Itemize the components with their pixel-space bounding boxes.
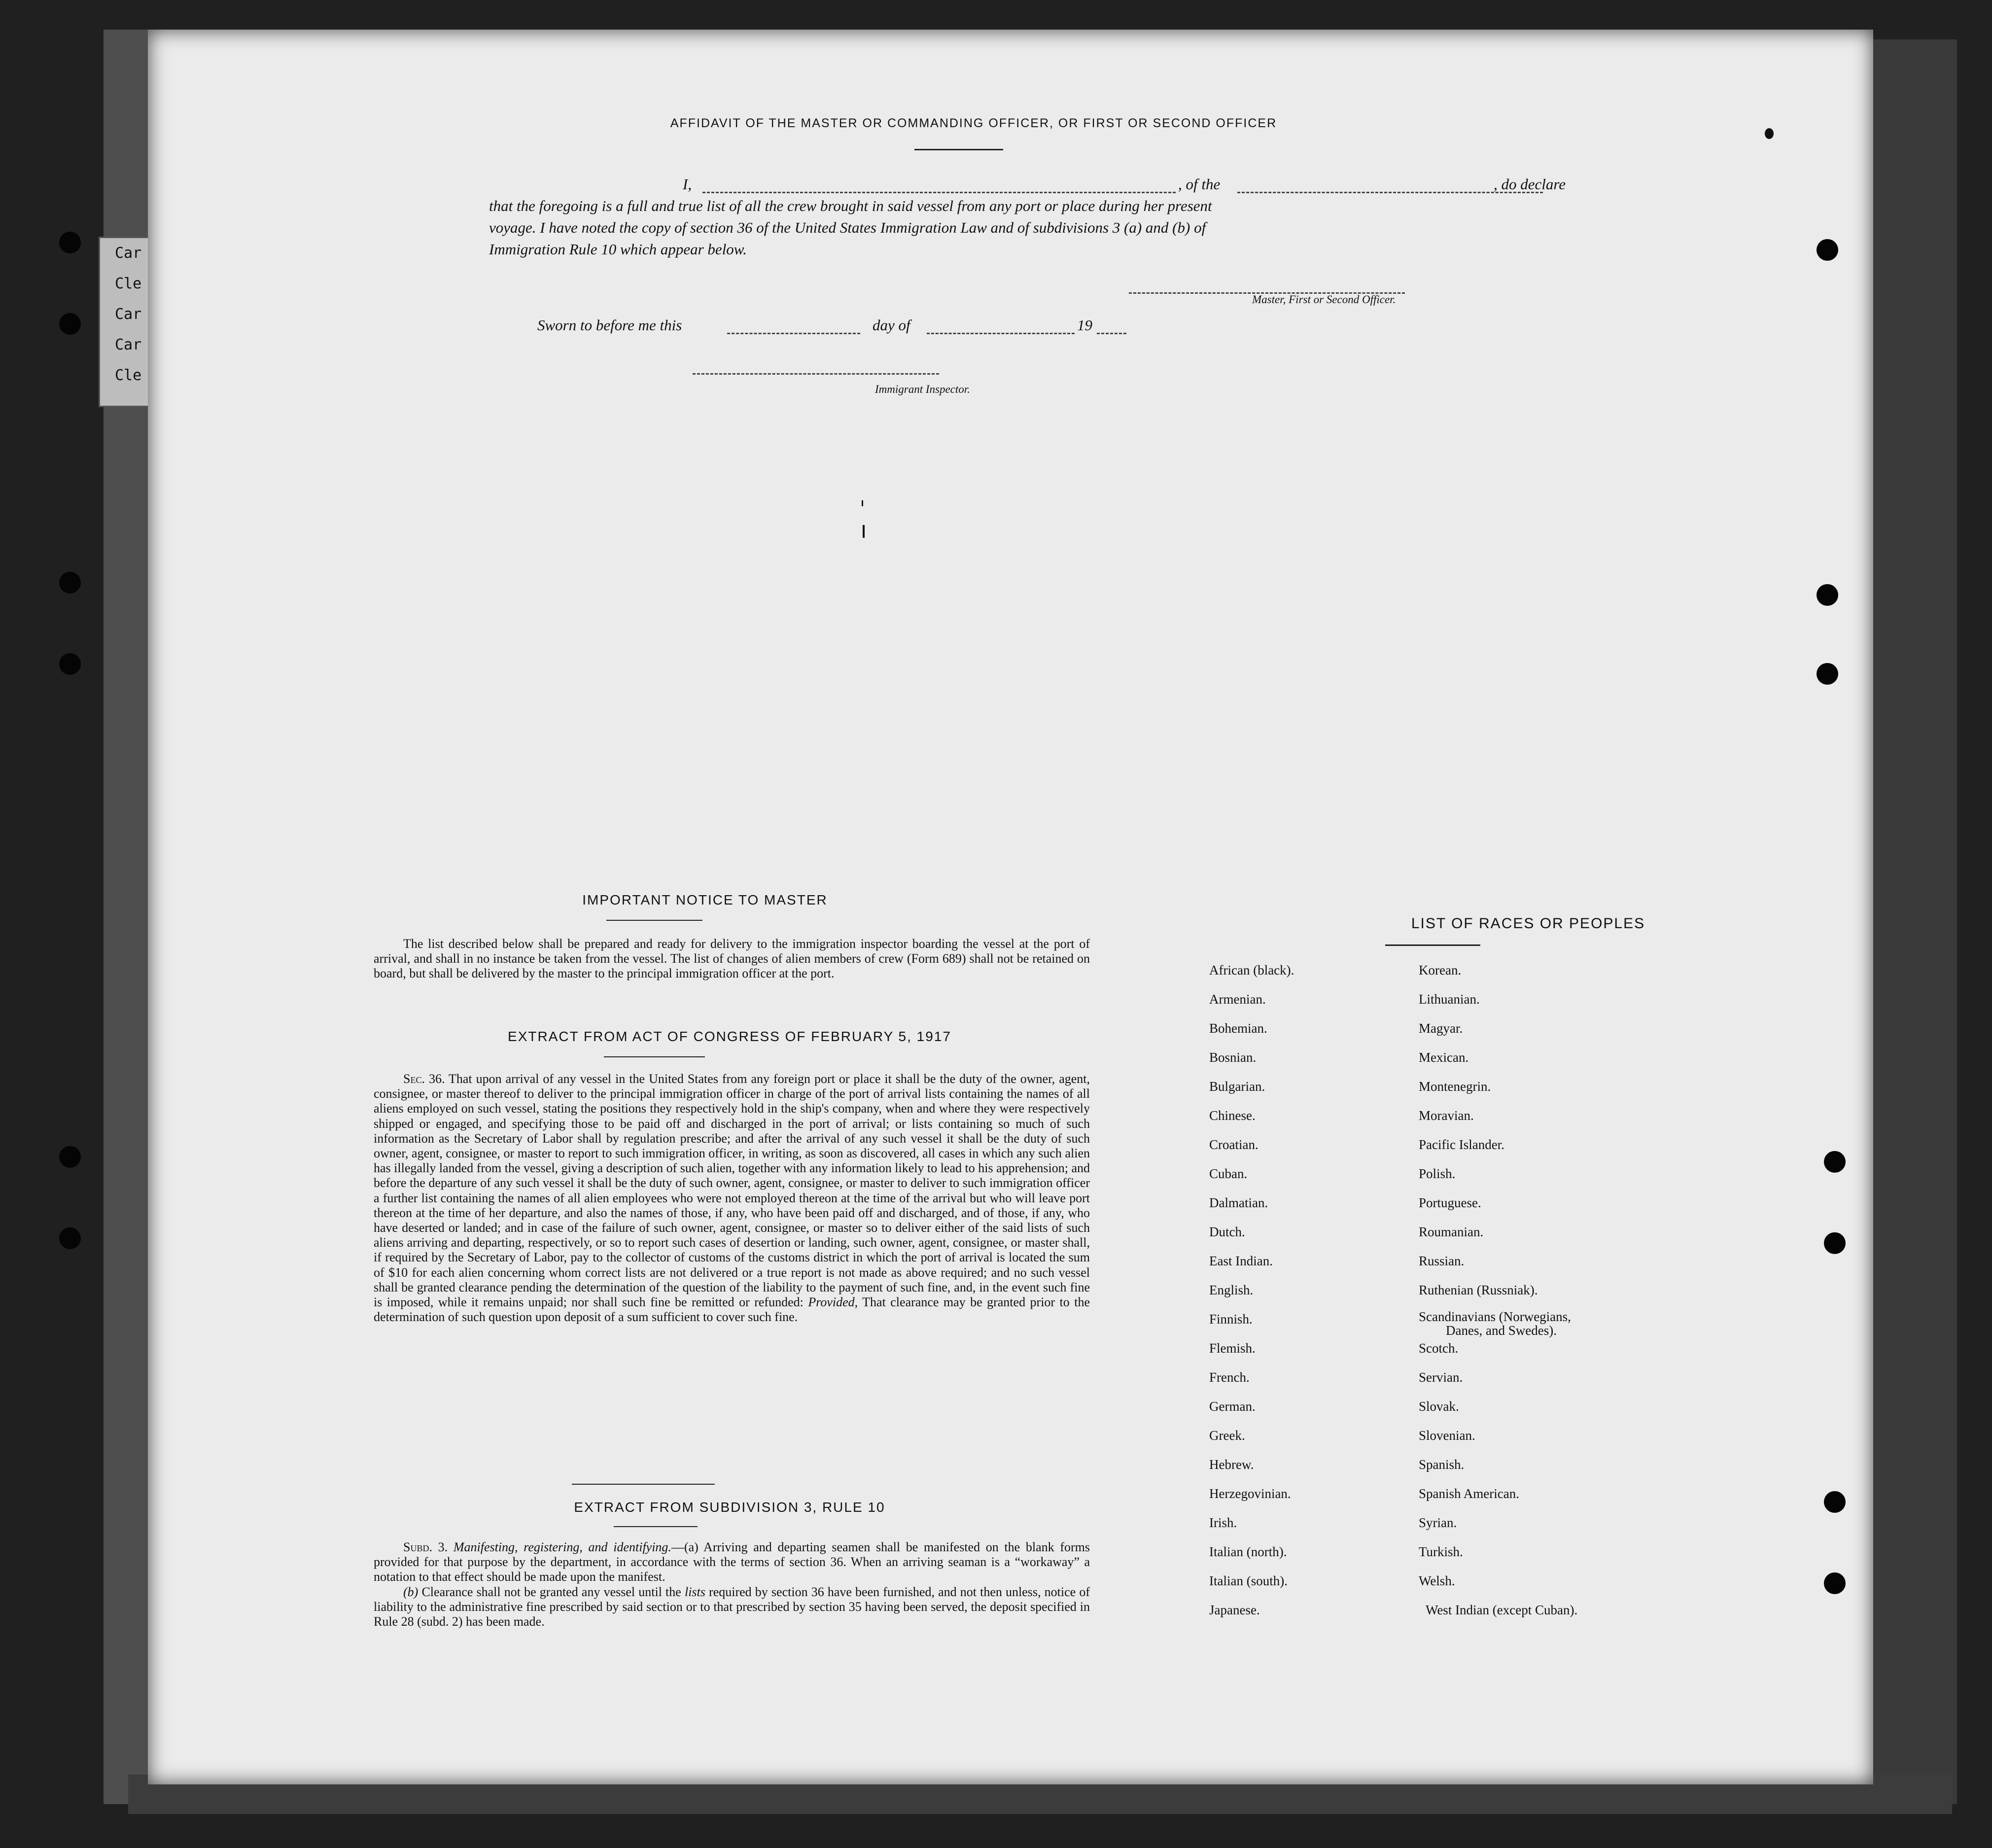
rule10-paragraph-b: [374, 1585, 1090, 1630]
race-item: Turkish.: [1419, 1544, 1463, 1559]
race-item: Dalmatian.: [1209, 1195, 1268, 1210]
declaration-text-2: voyage. I have noted the copy of section 36 of the United States Immigration Law and of subdivisions 3 (a) and (b) of: [489, 219, 1206, 236]
para-a-marker: —(a): [671, 1540, 699, 1554]
subd-heading: Manifesting, registering, and identifying.: [453, 1540, 671, 1554]
race-item: Russian.: [1419, 1254, 1465, 1268]
race-item: Dutch.: [1209, 1224, 1245, 1239]
race-item: Bosnian.: [1209, 1050, 1257, 1065]
para-b-marker: (b): [403, 1584, 419, 1599]
sworn-day-of: day of: [873, 316, 910, 334]
stray-mark: [863, 525, 865, 538]
notice-text: [374, 937, 1090, 981]
race-item: Danes, and Swedes).: [1446, 1323, 1557, 1338]
inspector-signature-field: [693, 373, 939, 375]
notice-paragraph: The list described below shall be prepared and ready for delivery to the immigration inspector boarding the vessel at the port of arrival, and shall in no instance be taken from the vessel. The list of changes of alien members of crew (Form 689) shall not be retained on board, but shall be delivered by the master to the principal immigration officer at the port.: [374, 937, 1090, 981]
notice-title: IMPORTANT NOTICE TO MASTER: [582, 892, 828, 907]
sworn-year-field: [1097, 333, 1126, 334]
binder-hole-icon: [1824, 1232, 1846, 1254]
officer-signature-caption: Master, First or Second Officer.: [1252, 293, 1396, 306]
race-item: Lithuanian.: [1419, 992, 1480, 1007]
tab-card-line: Cle: [115, 367, 142, 384]
race-item: Magyar.: [1419, 1021, 1463, 1036]
declarant-name-field: [702, 192, 1176, 193]
race-item: Cuban.: [1209, 1166, 1248, 1181]
section-text: That upon arrival of any vessel in the United States from any foreign port or place it shall be the duty of the owner, agent, consignee, or master thereof to deliver to the principal immigration officer in charge of the port of arrival lists containing the names of all aliens employed on such vessel, stating the positions they respectively hold in the ship's company, when and where they were respectively shipped or engaged, and specifying those to be paid off and discharged in the port of arrival; or lists containing so much of such information as the Secretary of Labor shall by regulation prescribe; and after the arrival of any such vessel it shall be the duty of such owner, agent, consignee, or master to report to such immigration officer, in writing, as soon as discovered, all cases in which any such alien has illegally landed from the vessel, giving a description of such alien, together with any information likely to lead to his apprehension; and before the departure of any such vessel it shall be the duty of such owner, agent, consignee, or master to deliver to such immigration officer a further list containing the names of all alien employees who were not employed thereon at the time of the arrival but who will leave port thereon at the time of her departure, and also the names of those, if any, who have been paid off and discharged, and of those, if any, who have deserted or landed; and in case of the failure of such owner, agent, consignee, or master so to deliver either of the said lists of such aliens arriving and departing, respectively, or so to report such cases of desertion or landing, such owner, agent, consignee, or master shall, if required by the Secretary of Labor, pay to the collector of customs of the customs district in which the port of arrival is located the sum of $10 for each alien concerning whom correct lists are not delivered or a true report is not made as above required; and no such vessel shall be granted clearance pending the determination of the question of the liability to the payment of such fine, and, in the event such fine is imposed, while it remains unpaid; nor shall such fine be remitted or refunded:: [374, 1072, 1090, 1310]
para-b-text-2: required by section 36 have been furnished, and not then unless, notice of liability to the administrative fine prescribed by said section or to that prescribed by section 35 having been served, the deposit specified in Rule 28 (subd. 2) has been made.: [374, 1584, 1090, 1629]
binder-hole-icon: [1824, 1151, 1846, 1173]
declaration-line: [488, 175, 1597, 195]
race-item: Irish.: [1209, 1515, 1237, 1530]
act-text: [374, 1072, 1090, 1325]
race-item: East Indian.: [1209, 1254, 1273, 1268]
race-item: French.: [1209, 1370, 1250, 1385]
race-item: Scotch.: [1419, 1341, 1459, 1356]
declare-suffix: , do declare: [1494, 175, 1566, 193]
para-b-lists: lists: [684, 1584, 705, 1599]
race-item: Finnish.: [1209, 1312, 1253, 1326]
race-item: Chinese.: [1209, 1108, 1256, 1123]
declarant-prefix: I,: [683, 175, 692, 193]
binder-hole-icon: [59, 1227, 81, 1249]
subd-label: Subd. 3.: [403, 1540, 448, 1554]
rule10-rule: [614, 1526, 698, 1527]
race-item: German.: [1209, 1399, 1256, 1414]
inspector-caption: Immigrant Inspector.: [875, 383, 970, 395]
race-item: Flemish.: [1209, 1341, 1256, 1356]
race-item: Hebrew.: [1209, 1457, 1254, 1472]
rule10-text: [374, 1540, 1090, 1629]
race-item: Bohemian.: [1209, 1021, 1267, 1036]
title-rule: [914, 149, 1003, 150]
sworn-date-field: [727, 333, 860, 334]
sworn-prefix: Sworn to before me this: [537, 316, 682, 334]
notice-rule: [606, 920, 702, 921]
race-item: Italian (north).: [1209, 1544, 1287, 1559]
race-item: Spanish.: [1419, 1457, 1465, 1472]
sworn-month-field: [927, 333, 1075, 334]
declaration-text-1: that the foregoing is a full and true list of all the crew brought in said vessel from any port or place during her present: [489, 197, 1212, 214]
race-item: English.: [1209, 1283, 1254, 1297]
manifest-page: [148, 30, 1873, 1784]
race-item: Scandinavians (Norwegians,: [1419, 1309, 1571, 1324]
race-item: Polish.: [1419, 1166, 1456, 1181]
tab-card-line: Car: [115, 336, 142, 353]
tab-card-line: Cle: [115, 275, 142, 292]
binder-hole-icon: [1817, 239, 1838, 261]
race-item: Spanish American.: [1419, 1486, 1519, 1501]
sworn-line: [537, 316, 1326, 336]
ink-mark: [1765, 128, 1774, 139]
act-end-rule: [572, 1484, 715, 1485]
act-paragraph: [374, 1072, 1090, 1325]
races-rule: [1385, 944, 1480, 946]
race-item: West Indian (except Cuban).: [1426, 1603, 1578, 1617]
para-a-text: Arriving and departing seamen shall be manifested on the blank forms provided for that purpose by the department, in accordance with the terms of section 36. When an arriving seaman is a “workaway” a notation to that effect should be made upon the manifest.: [374, 1540, 1090, 1584]
binder-hole-icon: [59, 232, 81, 253]
binder-hole-icon: [1824, 1572, 1846, 1594]
race-item: Servian.: [1419, 1370, 1463, 1385]
race-item: Syrian.: [1419, 1515, 1457, 1530]
tab-card-line: Car: [115, 306, 142, 323]
binder-hole-icon: [1824, 1491, 1846, 1513]
race-item: Pacific Islander.: [1419, 1137, 1504, 1152]
provided-label: Provided,: [808, 1295, 858, 1310]
race-item: Korean.: [1419, 963, 1462, 977]
section-label: Sec. 36.: [403, 1072, 445, 1086]
race-item: Mexican.: [1419, 1050, 1469, 1065]
para-b-text-1: Clearance shall not be granted any vessel until the: [421, 1584, 681, 1599]
vessel-prefix: , of the: [1178, 175, 1221, 193]
race-item: Welsh.: [1419, 1573, 1455, 1588]
sworn-year: 19: [1077, 316, 1092, 334]
race-item: Bulgarian.: [1209, 1079, 1265, 1094]
rule10-paragraph-a: [374, 1540, 1090, 1585]
stray-mark: [862, 500, 863, 506]
act-title: EXTRACT FROM ACT OF CONGRESS OF FEBRUARY 5, 1917: [508, 1029, 951, 1044]
tab-card-line: Car: [115, 244, 142, 262]
race-item: Roumanian.: [1419, 1224, 1484, 1239]
race-item: Italian (south).: [1209, 1573, 1288, 1588]
affidavit-title: AFFIDAVIT OF THE MASTER OR COMMANDING OFFICER, OR FIRST OR SECOND OFFICER: [670, 116, 1277, 130]
declaration-text-3: Immigration Rule 10 which appear below.: [489, 241, 747, 258]
race-item: Armenian.: [1209, 992, 1266, 1007]
act-rule: [604, 1056, 705, 1057]
binder-hole-icon: [59, 572, 81, 593]
race-item: Ruthenian (Russniak).: [1419, 1283, 1538, 1297]
races-title: LIST OF RACES OR PEOPLES: [1411, 915, 1645, 932]
race-item: African (black).: [1209, 963, 1294, 977]
provided-text: That clearance may be granted prior to the determination of such question upon deposit of a sum sufficient to cover such fine.: [374, 1295, 1090, 1325]
race-item: Slovak.: [1419, 1399, 1459, 1414]
race-item: Montenegrin.: [1419, 1079, 1491, 1094]
binder-hole-icon: [59, 1146, 81, 1168]
race-item: Croatian.: [1209, 1137, 1258, 1152]
binder-edge-right: [1868, 39, 1957, 1804]
rule10-title: EXTRACT FROM SUBDIVISION 3, RULE 10: [574, 1499, 885, 1515]
race-item: Moravian.: [1419, 1108, 1474, 1123]
race-item: Greek.: [1209, 1428, 1245, 1443]
race-item: Portuguese.: [1419, 1195, 1481, 1210]
binder-hole-icon: [1817, 584, 1838, 606]
binder-hole-icon: [59, 653, 81, 675]
race-item: Herzegovinian.: [1209, 1486, 1291, 1501]
binder-hole-icon: [59, 313, 81, 335]
race-item: Japanese.: [1209, 1603, 1260, 1617]
binder-hole-icon: [1817, 663, 1838, 685]
race-item: Slovenian.: [1419, 1428, 1475, 1443]
